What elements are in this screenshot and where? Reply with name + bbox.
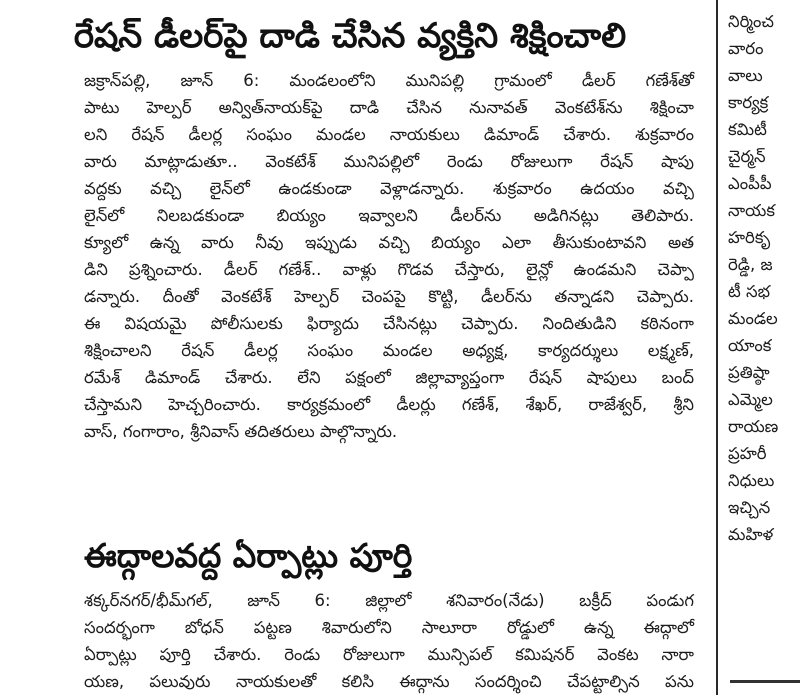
article-1-headline: రేషన్ డీలర్‌పై దాడి చేసిన వ్యక్తిని శిక్షించాలి bbox=[73, 16, 627, 56]
article-1-line: వాస్, గంగారాం, శ్రీనివాస్ తదితరులు పాల్గొన్నారు. bbox=[84, 422, 398, 441]
side-line: రెడ్డి, జ bbox=[728, 255, 773, 274]
article-2-line: ఏర్పాట్లు పూర్తి చేశారు. రెండు రోజులుగా మున్సిపల్ కమిషనర్ వెంకట నారా bbox=[84, 645, 694, 664]
article-1-line: ఈ విషయమై పోలీసులకు ఫిర్యాదు చేసినట్లు చెప్పారు. నిందితుడిని కఠినంగా bbox=[84, 314, 694, 333]
side-line: యాంక bbox=[728, 336, 772, 355]
article-1-line: వారు మాట్లాడుతూ.. వెంకటేశ్ మునిపల్లిలో రెండు రోజులుగా రేషన్ షాపు bbox=[84, 152, 694, 171]
article-1-line: డన్నారు. దీంతో వెంకటేశ్ హెల్పర్ చెంపపై కొట్టి, డీలర్‌ను తన్నాడని చెప్పారు. bbox=[84, 287, 694, 306]
side-column-rule bbox=[730, 680, 800, 683]
article-1-line: రమేశ్ డిమాండ్ చేశారు. లేని పక్షంలో జిల్లావ్యాప్తంగా రేషన్ షాపులు బంద్ bbox=[84, 368, 694, 387]
article-2-line: సందర్భంగా బోధన్ పట్టణ శివారులోని సాలూరా రోడ్డులో ఉన్న ఈద్గాలో bbox=[84, 618, 694, 637]
side-column bbox=[722, 0, 800, 695]
side-line: చైర్మన్ bbox=[728, 147, 766, 166]
side-line: నాయక bbox=[728, 201, 775, 220]
side-line: నిర్మించ bbox=[728, 12, 774, 31]
side-line: మండల bbox=[728, 309, 778, 328]
article-1-line: పాటు హెల్పర్ అన్విత్‌నాయక్‌పై దాడి చేసిన నునావత్ వెంకటేశ్‌ను శిక్షించా bbox=[84, 98, 694, 117]
side-line: వాలు bbox=[728, 66, 763, 85]
article-2-headline: ఈద్గాలవద్ద ఏర్పాట్లు పూర్తి bbox=[84, 536, 413, 575]
side-line: కమిటీ bbox=[728, 120, 767, 139]
article-1-line: లైన్‌లో నిలబడకుండా బియ్యం ఇవ్వాలని డీలర్‌ను అడిగినట్లు తెలిపారు. bbox=[84, 206, 694, 225]
side-line: టీ సభ bbox=[728, 282, 770, 301]
side-line: వారం bbox=[728, 39, 764, 58]
side-line: హరికృ bbox=[728, 228, 771, 247]
article-1-line: డిని ప్రశ్నించారు. డీలర్ గణేశ్.. వాళ్లు గొడవ చేస్తారు, లైన్లో ఉండమని చెప్పా bbox=[84, 260, 694, 279]
side-line: ఇచ్చిన bbox=[728, 498, 771, 517]
side-line: ప్రతిష్ఠా bbox=[728, 363, 770, 382]
side-line: కార్యక్ర bbox=[728, 93, 769, 112]
article-2-line: శక్కర్‌నగర్/భీమ్‌గల్, జూన్ 6: జిల్లాలో శనివారం(నేడు) బక్రీద్ పండుగ bbox=[84, 591, 694, 610]
side-line: మహిళ bbox=[728, 525, 774, 544]
article-1-line: చేస్తామని హెచ్చరించారు. కార్యక్రమంలో డీలర్లు గణేశ్, శేఖర్, రాజేశ్వర్, శ్రీని bbox=[84, 395, 694, 414]
side-line: నిధులు bbox=[728, 471, 775, 490]
article-1-line: లని రేషన్ డీలర్ల సంఘం మండల నాయకులు డిమాండ్ చేశారు. శుక్రవారం bbox=[84, 125, 694, 144]
side-line: ఎంపీపీ bbox=[728, 174, 772, 193]
side-line: ప్రహరీ bbox=[728, 444, 767, 463]
article-1-line: శిక్షించాలని రేషన్ డీలర్ల సంఘం మండల అధ్యక్ష, కార్యదర్శులు లక్ష్మణ్, bbox=[84, 341, 694, 360]
article-1-line: జక్రాన్‌పల్లి, జూన్ 6: మండలంలోని మునిపల్లి గ్రామంలో డీలర్ గణేశ్‌తో bbox=[84, 71, 694, 90]
article-1-line: క్యూలో ఉన్న వారు నీవు ఇప్పుడు వచ్చి బియ్యం ఎలా తీసుకుంటావని అత bbox=[84, 233, 694, 252]
article-1-line: వద్దకు వచ్చి లైన్‌లో ఉండకుండా వెళ్లాడన్నారు. శుక్రవారం ఉదయం వచ్చి bbox=[84, 179, 694, 198]
article-2-line: యణ, పలువురు నాయకులతో కలిసి ఈద్గాను సందర్శించి చేపట్టాల్సిన పను bbox=[84, 672, 694, 691]
column-divider bbox=[716, 0, 718, 695]
side-line: ఎమ్మెల bbox=[728, 390, 773, 409]
side-line: రాయణ bbox=[728, 417, 779, 436]
